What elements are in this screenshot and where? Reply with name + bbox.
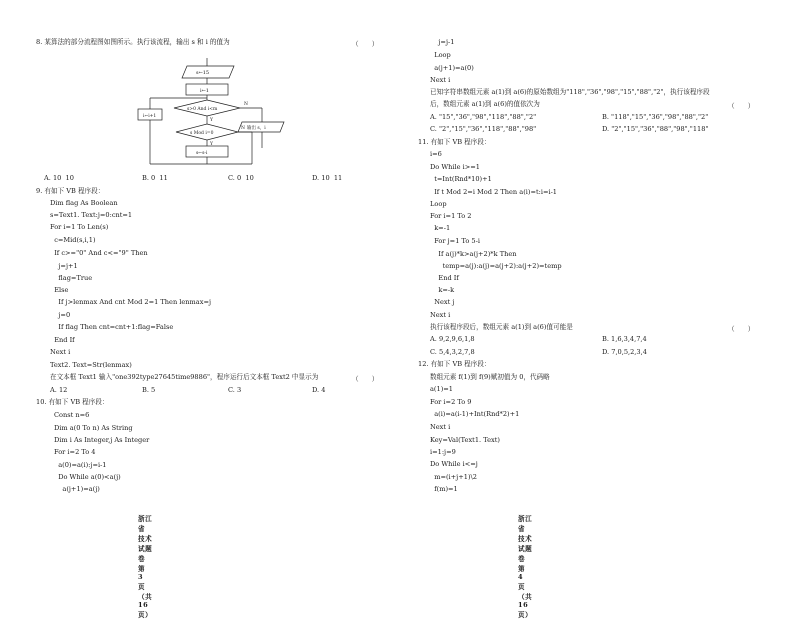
q10-code-line: a(0)=a(i):j=i-1 [54, 461, 107, 469]
q10-code-line: a(j+1)=a(j) [54, 485, 100, 493]
q10-cont-code-line: j=j-1 [430, 38, 455, 46]
q9-ask: 在文本框 Text1 输入"one392type27645time9886"，程序运行后文本框 Text2 中显示为 [50, 373, 319, 381]
q8-option-c: C. 0 10 [228, 174, 254, 182]
q12-code-line: Key=Val(Text1. Text) [430, 436, 500, 444]
q9-code-line: Next i [50, 348, 71, 356]
q11-code-line: For i=1 To 2 [430, 212, 472, 220]
q10-cont-code-line: a(j+1)=a(0) [430, 64, 474, 72]
flow-n2: N [241, 126, 245, 131]
q12-code-line: m=(i+j+1)\2 [430, 473, 477, 481]
q12-code-line: i=1:j=9 [430, 448, 456, 456]
flow-box1-text: s←15 [196, 70, 210, 76]
q11-ask: 执行该程序段后，数组元素 a(1)到 a(6)值可能是 [430, 323, 573, 331]
q8-option-d: D. 10 11 [312, 174, 343, 182]
q9-option-b: B. 5 [142, 386, 156, 394]
flow-n1: N [244, 102, 248, 107]
right-footer: 浙江省 技术试题卷 第 4 页（共 16 页） [518, 515, 533, 619]
q9-code-line: If c>="0" And c<="9" Then [50, 249, 148, 257]
q9-code-line: s=Text1. Text:j=0:cnt=1 [50, 211, 133, 219]
q10-code-line: Dim a(0 To n) As String [54, 424, 133, 432]
q8-paren: （ ） [352, 40, 379, 48]
q10-option-a: A. "15","36","98","118","88","2" [430, 113, 537, 121]
q12-code-line: For i=2 To 9 [430, 398, 472, 406]
q10-option-b: B. "118","15","36","98","88","2" [602, 113, 709, 121]
flow-box3-text: i←i+1 [143, 114, 157, 119]
q10-cont-code-line: Next i [430, 76, 451, 84]
q9-code-line: Text2. Text=Str(lenmax) [50, 361, 132, 369]
flow-y2: Y [210, 142, 213, 147]
q10-ask-line2: 后，数组元素 a(1)到 a(6)的值依次为 [430, 100, 540, 108]
q9-code-line: c=Mid(s,i,1) [50, 236, 96, 244]
left-footer: 浙江省 技术试题卷 第 3 页（共 16 页） [138, 515, 153, 619]
q9-code-line: For i=1 To Len(s) [50, 223, 109, 231]
q12-code-line: a(1)=1 [430, 385, 453, 393]
q12-code-line: a(i)=a(i-1)+Int(Rnd*2)+1 [430, 410, 520, 418]
q9-option-a: A. 12 [50, 386, 68, 394]
q11-code-line: Next j [430, 298, 455, 306]
q12-title: 12. 有如下 VB 程序段： [418, 360, 491, 368]
q9-code-line: Else [50, 286, 69, 294]
q9-paren: （ ） [352, 375, 379, 383]
q9-code-line: End If [50, 336, 75, 344]
q9-code-line: flag=True [50, 274, 93, 282]
q11-title: 11. 有如下 VB 程序段： [418, 138, 491, 146]
q11-code-line: Next i [430, 311, 451, 319]
q10-cont-code-line: Loop [430, 51, 451, 59]
q9-code-line: If j>lenmax And cnt Mod 2=1 Then lenmax=j [50, 298, 212, 306]
q11-code-line: temp=a(j):a(j)=a(j+2):a(j+2)=temp [430, 262, 562, 270]
q11-option-a: A. 9,2,9,6,1,8 [430, 335, 475, 343]
q9-code-line: j=j+1 [50, 262, 78, 270]
q10-option-c: C. "2","15","36","118","88","98" [430, 125, 537, 133]
q10-code-line: Const n=6 [54, 411, 90, 419]
q8-flowchart [0, 0, 400, 180]
q8-option-a: A. 10 10 [44, 174, 74, 182]
q11-code-line: If a(j)*k>a(j+2)*k Then [430, 250, 517, 258]
q9-title: 9. 有如下 VB 程序段： [36, 187, 105, 195]
q11-code-line: t=Int(Rnd*10)+1 [430, 175, 492, 183]
q9-option-c: C. 3 [228, 386, 242, 394]
q11-code-line: k=-1 [430, 224, 451, 232]
q11-code-line: For j=1 To 5-i [430, 237, 480, 245]
q10-paren: （ ） [728, 102, 755, 110]
q10-code-line: For i=2 To 4 [54, 448, 96, 456]
q9-code-line: Dim flag As Boolean [50, 199, 118, 207]
flow-cond1-text: s>0 And i<m [187, 107, 218, 112]
q11-code-line: k=-k [430, 286, 455, 294]
q11-code-line: Do While i>=1 [430, 163, 480, 171]
q8-option-b: B. 0 11 [142, 174, 168, 182]
flow-box4-text: s←s-i [196, 151, 208, 156]
q9-option-d: D. 4 [312, 386, 326, 394]
q10-code-line: Dim i As Integer,j As Integer [54, 436, 150, 444]
q11-code-line: End If [430, 274, 459, 282]
q11-paren: （ ） [728, 325, 755, 333]
q10-ask-line1: 已知字符串数组元素 a(1)到 a(6)的原始数组为"118","36","98","15","88","2"，执行该程序段 [430, 88, 710, 96]
q11-option-c: C. 5,4,3,2,7,8 [430, 348, 475, 356]
q10-code-line: Do While a(0)<a(j) [54, 473, 121, 481]
q12-code-line: Do While i<=j [430, 460, 478, 468]
q10-option-d: D. "2","15","36","88","98","118" [602, 125, 709, 133]
q9-code-line: j=0 [50, 311, 71, 319]
q8-stem: 8. 某算法的部分流程图如图所示。执行该流程，输出 s 和 i 的值为 [36, 38, 230, 46]
q10-title: 10. 有如下 VB 程序段： [36, 398, 109, 406]
flow-out-text: 输出 s，i [247, 126, 266, 131]
q11-code-line: i=6 [430, 150, 442, 158]
q11-option-b: B. 1,6,3,4,7,4 [602, 335, 647, 343]
q9-code-line: If flag Then cnt=cnt+1:flag=False [50, 323, 174, 331]
q11-code-line: Loop [430, 200, 447, 208]
q12-code-line: f(m)=1 [430, 485, 458, 493]
q11-code-line: If t Mod 2=i Mod 2 Then a(i)=t:i=i-1 [430, 188, 558, 196]
q12-code-line: 数组元素 f(1)到 f(9)赋初值为 0，代码略 [430, 373, 550, 381]
flow-y1: Y [210, 118, 213, 123]
flow-box2-text: i←1 [200, 88, 209, 94]
q11-option-d: D. 7,0,5,2,3,4 [602, 348, 647, 356]
q12-code-line: Next i [430, 423, 451, 431]
flow-cond2-text: s Mod i=0 [190, 131, 214, 136]
